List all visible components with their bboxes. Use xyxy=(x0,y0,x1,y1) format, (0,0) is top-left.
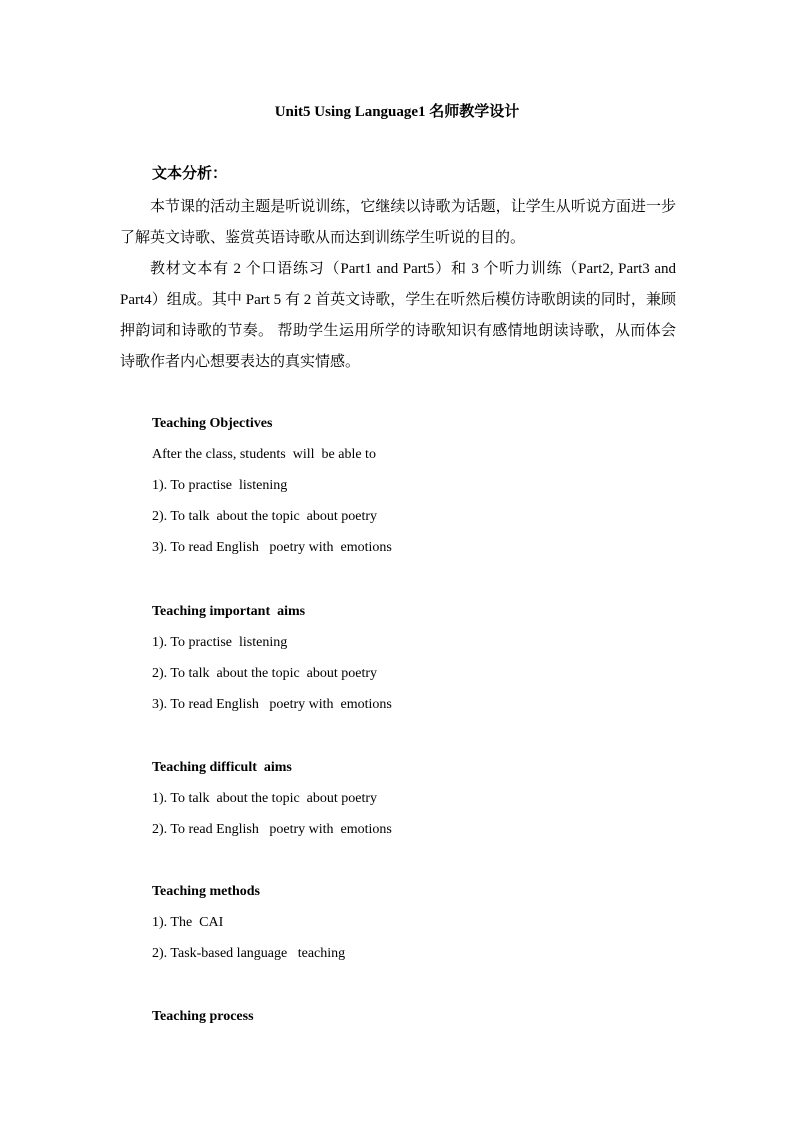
section-line: 3). To read English poetry with emotions xyxy=(152,540,392,555)
teaching-objectives-section xyxy=(152,408,712,563)
section-line: 1). The CAI xyxy=(152,915,224,930)
section-line: 2). To talk about the topic about poetry xyxy=(152,666,378,681)
teaching-difficult-aims-section xyxy=(152,752,712,845)
section-line: 1). To talk about the topic about poetry xyxy=(152,791,378,806)
section-heading: Teaching Objectives xyxy=(152,416,273,431)
section-line: 2). To read English poetry with emotions xyxy=(152,822,392,837)
section-line: 3). To read English poetry with emotions xyxy=(152,697,392,712)
section-heading: Teaching process xyxy=(152,1009,254,1024)
document-title: Unit5 Using Language1 名师教学设计 xyxy=(274,104,520,120)
analysis-paragraph-2: 教材文本有 2 个口语练习（Part1 and Part5）和 3 个听力训练（Part2, Part3 and Part4）组成。其中 Part 5 有 2 首英文诗歌，学生在听然后模仿诗歌朗读的同时，兼顾押韵词和诗歌的节奏。 帮助学生运用所学的诗歌知识有感情地朗读诗歌，从而体会诗歌作者内心想要表达的真实情感。 xyxy=(120,261,676,370)
teaching-important-aims-section xyxy=(152,596,712,720)
section-line: 2). To talk about the topic about poetry xyxy=(152,509,378,524)
section-heading: Teaching important aims xyxy=(152,604,306,619)
analysis-paragraph-1: 本节课的活动主题是听说训练，它继续以诗歌为话题，让学生从听说方面进一步了解英文诗歌、鉴赏英语诗歌从而达到训练学生听说的目的。 xyxy=(120,199,676,246)
teaching-process-section xyxy=(152,1001,712,1032)
section-heading: Teaching methods xyxy=(152,884,261,899)
text-analysis-heading: 文本分析： xyxy=(152,166,228,182)
section-line: 2). Task-based language teaching xyxy=(152,946,346,961)
section-line: 1). To practise listening xyxy=(152,635,288,650)
teaching-methods-section xyxy=(152,876,712,969)
section-line: 1). To practise listening xyxy=(152,478,288,493)
section-line: After the class, students will be able to xyxy=(152,447,376,462)
section-heading: Teaching difficult aims xyxy=(152,760,292,775)
